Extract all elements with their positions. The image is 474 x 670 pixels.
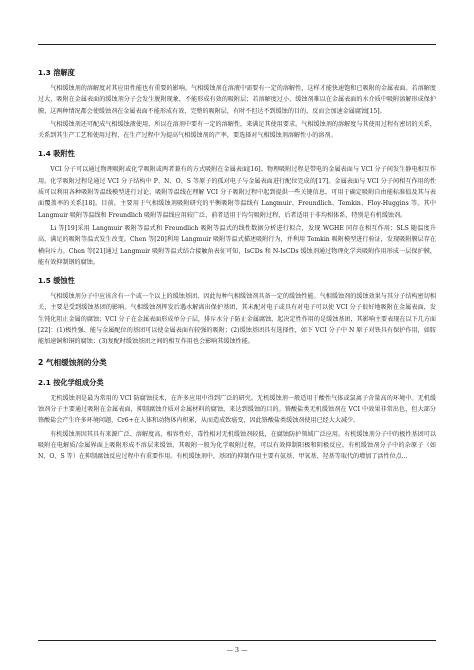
section-heading-2-1: 2.1 按化学组成分类 [38,377,104,387]
paragraph: 有机缓蚀剂因其具有来源广泛、溶解度高、相容性好、毒性相对无机缓蚀剂较低，在腐蚀防护领域广泛应用。有机缓蚀剂分子中的极性基团可以吸附在电解质/金属界面上吸附形成不溶层来缓蚀，其吸附一般为化学吸附过程，可以有效抑制阳极和阴极反应。有机缓蚀剂分子中的杂原子（如 N、O、S 等）在抑制腐蚀反应过程中有重要作用。有机缓蚀剂中，基团的抑制作用主要有氨基、甲氧基、羟基等取代的增加了活性位点... [38,430,436,461]
paragraph: VCI 分子可以通过物理吸附或化学吸附或两者兼有的方式吸附在金属表面[16]。物理吸附过程是带电的金属表面与 VCI 分子间发生静电相互作用。化学吸附过程是通过 VCI 分子结构中 P、N、O、S 等原子的孤对电子与金属表面进行配位完成的[17]。金属表面与 VCI 分子间相互作用的性质可以利用各种吸附等温线模型进行讨论，吸附等温线在理解 VCI 分子吸附过程中起到提供一些关键信息，可用于确定吸附自由能标准值及其与表面覆盖率的关系[18]。目前，主要用于气相缓蚀剂吸附研究的平衡吸附等温线有 Langmuir、Freundlich、Temkin、Floy-Huggins 等。其中 Langmuir 吸附等温线和 Freundlich 吸附等温线应用较广泛，前者适用于均匀吸附过程，后者适用于非均相体系，特别是有机缓蚀剂。 [38,166,436,219]
page-content [38,60,436,464]
chapter-heading-2: 2 气相缓蚀剂的分类 [38,357,107,367]
page-number: — 3 — [226,646,248,654]
section-heading-1-5: 1.5 缓蚀性 [38,276,75,286]
paragraph: 气相缓蚀剂分子中应该含有一个或一个以上的缓蚀基团，因此每种气相缓蚀剂具备一定的缓蚀性能。气相缓蚀剂的缓蚀效果与其分子结构密切相关，主要是受到缓蚀基团的影响。气相缓蚀剂挥发后遇水解离出保护基团，其未配对电子或具有对电子可以使 VCI 分子很好地吸附在金属表面，发生钝化阻止金属的腐蚀；VCI 分子在金属表面形成单分子层，排斥水分子防止金属腐蚀，起决定性作用的是缓蚀基团，其影响主要表现在以下几方面[22]：(1)极性强、能与金属配位的基团可以使金属表面有较强的吸附；(2)缓蚀基团具有选择性，如下 VCI 分子中 N 原子对铁具有保护作用，如胺能加速铜和铜的腐蚀；(3)复配时缓蚀基团之间的相互作用也会影响其缓蚀性能。 [38,293,436,346]
section-heading-1-4: 1.4 吸附性 [38,149,75,159]
paragraph: 无机缓蚀剂是最为常用的 VCI 防腐蚀技术，在许多应用中得到广泛的研究。无机缓蚀剂一般适用于酸性气体或氯离子含量高的环境中。无机缓蚀剂分子主要通过吸附在金属表面，抑制腐蚀介质对金属材料的腐蚀，来达到缓蚀的目的。铬酸盐类无机缓蚀剂在 VCI 中效果非常出色，但大部分铬酸盐会产生许多环境问题，Cr6+在人体和动物体内积累，从而造成致癌变，因此铬酸盐类缓蚀剂使用已经大大减少。 [38,394,436,425]
paragraph: Li 等[19]采用 Langmuir 吸附等温式和 Freundlich 吸附等温式的线性数据分析进行拟合，发现 WGHE 同存在相互作用；SLS 随温度升高，满足的吸附等温式发生改变。Chen 等[20]利用 Langmuir 吸附等温式描述吸附行为，并利用 Temkin 吸附模型进行验证，发现吸附膜层存在横向斥力。Chen 等[21]通过 Langmuir 吸附等温式结合接触角表征可知，IsCDs 和 N-IsCDs 缓蚀剂通过物理化学共吸附作用形成一层保护膜，能有效抑制钢的腐蚀。 [38,224,436,266]
section-heading-1-3: 1.3 溶解度 [38,68,75,77]
footer-rule [38,640,436,641]
paragraph: 气相缓蚀剂还可配成气相缓蚀液使用，所以在溶剂中要有一定的溶解性，来满足其使用要求。气相缓蚀剂的溶解度与其使用过程有密切的关系，关系到其生产工艺和使用过程，在生产过程中为提高气相缓蚀剂的产率，要选择对气相缓蚀剂溶解性小的溶剂。 [38,120,436,140]
paragraph: 气相缓蚀剂的溶解度对其应用性能也有重要的影响。气相缓蚀剂在溶液中需要有一定的溶解性，这样才能快速饱和已吸附的金属表面。若溶解度过大，吸附在金属表面的缓蚀剂分子会发生脱附现象，不能形成有效的吸附层；若溶解度过小，缓蚀剂难以在金属表面的水介质中吸附溶解形成保护膜，这两种情况都会使缓蚀剂在金属表面不能形成有效、完整的吸附层，有时不但达不到缓蚀的目的，反而会加速金属腐蚀[15]。 [38,85,436,115]
header-rule [38,44,436,45]
